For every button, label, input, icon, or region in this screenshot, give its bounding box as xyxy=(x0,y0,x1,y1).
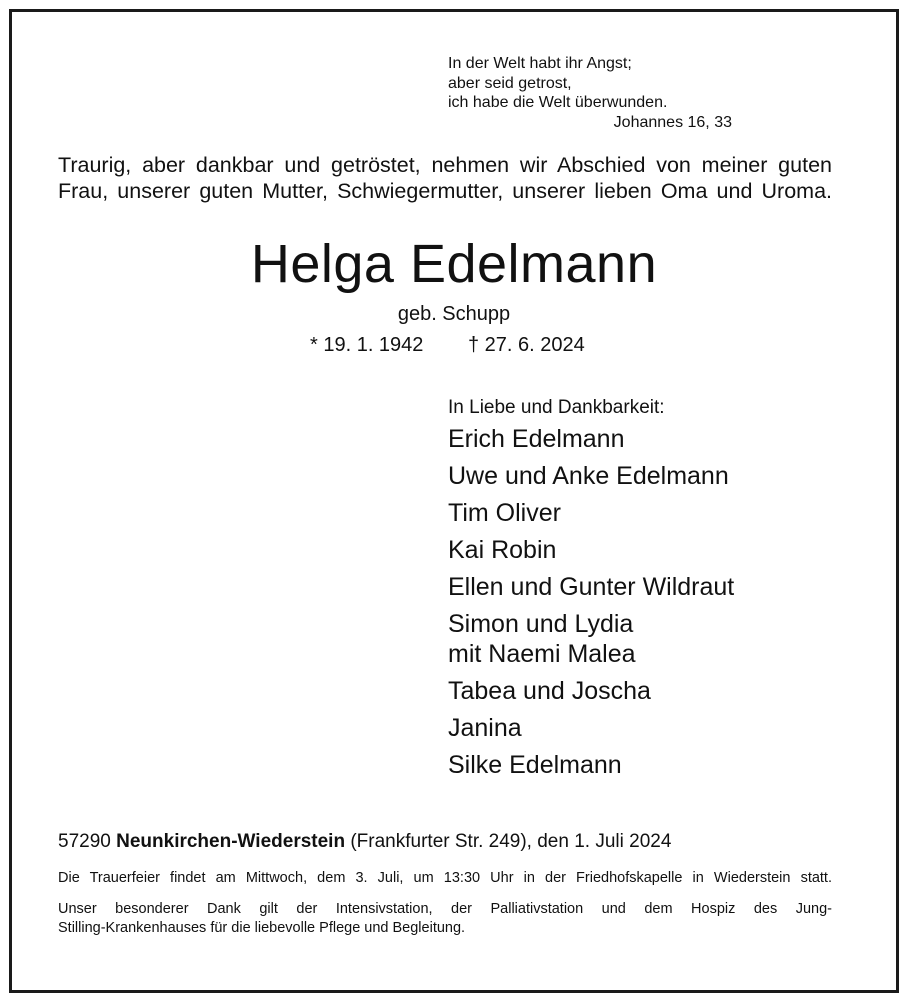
maiden-name: geb. Schupp xyxy=(397,303,511,325)
zip-code: 57290 xyxy=(58,831,111,852)
death-date: † 27. 6. 2024 xyxy=(468,334,585,356)
mourners-list xyxy=(448,396,734,787)
intro-line: Frau, unserer guten Mutter, Schwiegermutter, unserer lieben Oma und Uroma. xyxy=(58,179,832,203)
thanks-line: Unser besonderer Dank gilt der Intensivstation, der Palliativstation und dem Hospiz des Jung- xyxy=(58,901,832,917)
funeral-service-info: Die Trauerfeier findet am Mittwoch, dem 3. Juli, um 13:30 Uhr in der Friedhofskapelle in Wiederstein statt. xyxy=(58,870,832,886)
address-and-date: (Frankfurter Str. 249), den 1. Juli 2024 xyxy=(350,831,672,852)
mourner-name: Tim Oliver xyxy=(448,499,561,527)
intro-text xyxy=(58,152,832,204)
quote-reference: Johannes 16, 33 xyxy=(613,113,732,131)
thanks-text xyxy=(58,900,832,938)
bible-quote xyxy=(448,54,732,132)
quote-line: In der Welt habt ihr Angst; xyxy=(448,55,632,72)
mourner-name: Kai Robin xyxy=(448,536,557,564)
mourner-name: Erich Edelmann xyxy=(448,425,625,453)
place-and-date xyxy=(58,830,671,854)
mourner-name: Tabea und Joscha xyxy=(448,677,651,705)
thanks-line: Stilling-Krankenhauses für die liebevolle Pflege und Begleitung. xyxy=(58,920,466,936)
mourner-name: Simon und Lydia xyxy=(448,610,634,638)
birth-date: * 19. 1. 1942 xyxy=(310,334,424,356)
deceased-name: Helga Edelmann xyxy=(250,234,658,294)
quote-line: ich habe die Welt überwunden. xyxy=(448,94,668,111)
mourner-name: Uwe und Anke Edelmann xyxy=(448,462,729,490)
mourners-heading: In Liebe und Dankbarkeit: xyxy=(448,397,665,418)
mourner-name: Ellen und Gunter Wildraut xyxy=(448,573,735,601)
quote-line: aber seid getrost, xyxy=(448,74,572,92)
mourner-name: Janina xyxy=(448,714,522,742)
mourner-name: mit Naemi Malea xyxy=(448,640,636,668)
intro-line: Traurig, aber dankbar und getröstet, nehmen wir Abschied von meiner guten xyxy=(58,153,832,177)
mourner-name: Silke Edelmann xyxy=(448,751,622,779)
town-name: Neunkirchen-Wiederstein xyxy=(116,831,346,852)
